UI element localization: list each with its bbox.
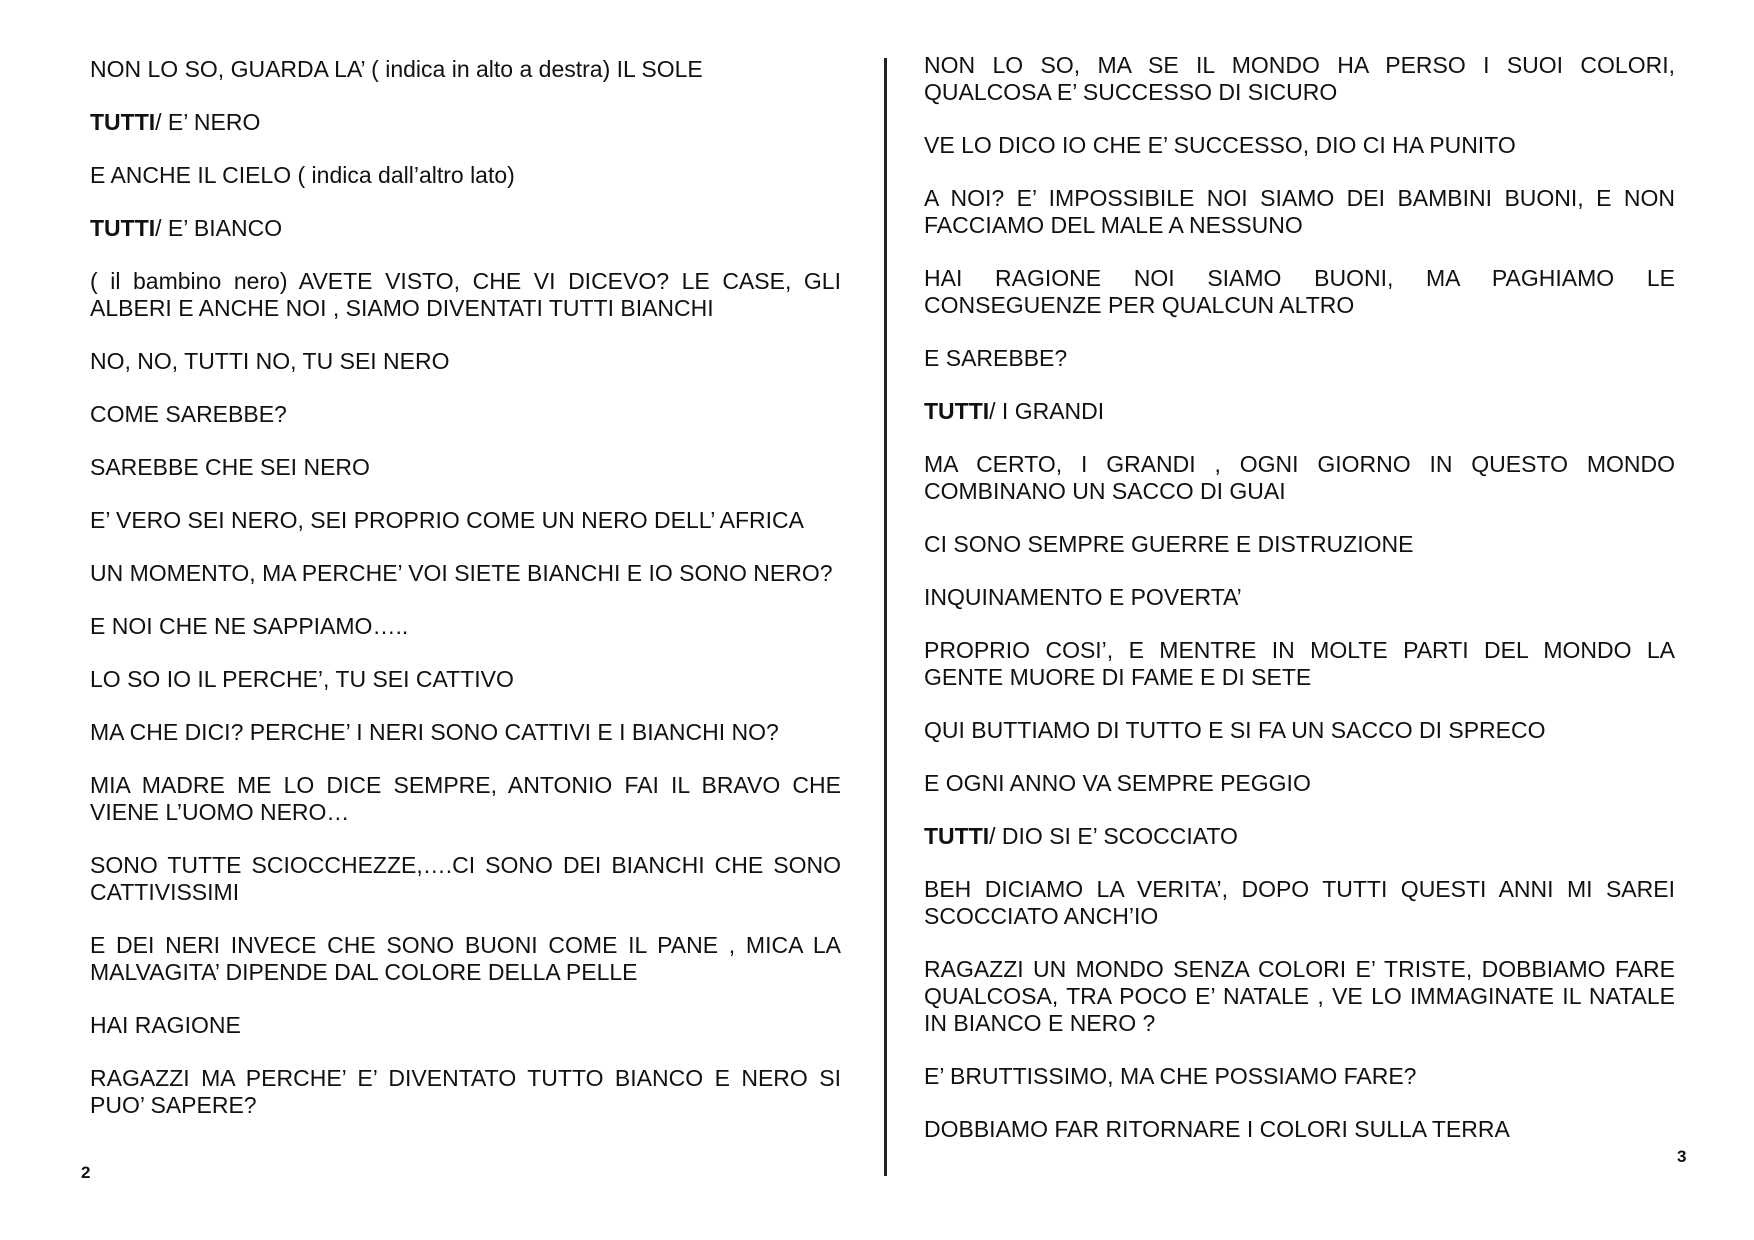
script-line — [90, 454, 841, 481]
script-line — [924, 584, 1675, 611]
script-line — [924, 637, 1675, 691]
page-number-right: 3 — [1677, 1147, 1687, 1166]
script-line — [924, 451, 1675, 505]
script-line — [90, 162, 841, 189]
speaker-name: TUTTI — [90, 215, 156, 241]
line-text: SAREBBE CHE SEI NERO — [90, 454, 370, 480]
script-line — [90, 852, 841, 906]
script-line — [924, 956, 1675, 1037]
page-number-left: 2 — [81, 1163, 91, 1182]
line-text: / I GRANDI — [989, 398, 1105, 424]
line-text: / E’ BIANCO — [155, 215, 283, 241]
left-page — [90, 56, 841, 1145]
line-text: E NOI CHE NE SAPPIAMO….. — [90, 613, 409, 639]
script-line — [924, 132, 1675, 159]
script-line — [924, 876, 1675, 930]
line-text: PROPRIO COSI’, E MENTRE IN MOLTE PARTI DEL MONDO LA GENTE MUORE DI FAME E DI SETE — [924, 637, 1675, 690]
line-text: LO SO IO IL PERCHE’, TU SEI CATTIVO — [90, 666, 514, 692]
line-text: A NOI? E’ IMPOSSIBILE NOI SIAMO DEI BAMBINI BUONI, E NON FACCIAMO DEL MALE A NESSUNO — [924, 185, 1675, 238]
script-line — [924, 52, 1675, 106]
line-text: NO, NO, TUTTI NO, TU SEI NERO — [90, 348, 450, 374]
script-line — [90, 1012, 841, 1039]
line-text: MA CHE DICI? PERCHE’ I NERI SONO CATTIVI E I BIANCHI NO? — [90, 719, 779, 745]
script-line — [924, 531, 1675, 558]
line-text: CI SONO SEMPRE GUERRE E DISTRUZIONE — [924, 531, 1414, 557]
script-line — [90, 109, 841, 136]
script-line — [90, 215, 841, 242]
script-line — [90, 613, 841, 640]
script-line — [924, 717, 1675, 744]
line-text: NON LO SO, MA SE IL MONDO HA PERSO I SUOI COLORI, QUALCOSA E’ SUCCESSO DI SICURO — [924, 52, 1675, 105]
line-text: BEH DICIAMO LA VERITA’, DOPO TUTTI QUESTI ANNI MI SAREI SCOCCIATO ANCH’IO — [924, 876, 1675, 929]
script-line — [90, 666, 841, 693]
line-text: VE LO DICO IO CHE E’ SUCCESSO, DIO CI HA PUNITO — [924, 132, 1516, 158]
script-line — [924, 398, 1675, 425]
script-line — [90, 719, 841, 746]
line-text: E DEI NERI INVECE CHE SONO BUONI COME IL PANE , MICA LA MALVAGITA’ DIPENDE DAL COLORE DELLA PELLE — [90, 932, 841, 985]
line-text: E OGNI ANNO VA SEMPRE PEGGIO — [924, 770, 1311, 796]
script-line — [924, 185, 1675, 239]
line-text: E’ BRUTTISSIMO, MA CHE POSSIAMO FARE? — [924, 1063, 1417, 1089]
speaker-name: TUTTI — [924, 823, 990, 849]
script-line — [924, 345, 1675, 372]
line-text: ( il bambino nero) AVETE VISTO, CHE VI DICEVO? LE CASE, GLI ALBERI E ANCHE NOI , SIAMO DIVENTATI TUTTI BIANCHI — [90, 268, 841, 321]
script-line — [90, 507, 841, 534]
line-text: NON LO SO, GUARDA LA’ ( indica in alto a destra) IL SOLE — [90, 56, 703, 82]
line-text: E ANCHE IL CIELO ( indica dall’altro lato) — [90, 162, 515, 188]
line-text: UN MOMENTO, MA PERCHE’ VOI SIETE BIANCHI E IO SONO NERO? — [90, 560, 833, 586]
line-text: HAI RAGIONE — [90, 1012, 241, 1038]
script-line — [924, 823, 1675, 850]
line-text: DOBBIAMO FAR RITORNARE I COLORI SULLA TERRA — [924, 1116, 1510, 1142]
line-text: E SAREBBE? — [924, 345, 1068, 371]
script-line — [90, 772, 841, 826]
line-text: E’ VERO SEI NERO, SEI PROPRIO COME UN NERO DELL’ AFRICA — [90, 507, 804, 533]
script-line — [90, 401, 841, 428]
speaker-name: TUTTI — [924, 398, 990, 424]
line-text: QUI BUTTIAMO DI TUTTO E SI FA UN SACCO DI SPRECO — [924, 717, 1546, 743]
line-text: RAGAZZI UN MONDO SENZA COLORI E’ TRISTE, DOBBIAMO FARE QUALCOSA, TRA POCO E’ NATALE , VE LO IMMAGINATE IL NATALE IN BIANCO E NERO ? — [924, 956, 1675, 1036]
script-line — [90, 932, 841, 986]
line-text: / DIO SI E’ SCOCCIATO — [989, 823, 1238, 849]
script-line — [924, 265, 1675, 319]
line-text: MIA MADRE ME LO DICE SEMPRE, ANTONIO FAI IL BRAVO CHE VIENE L’UOMO NERO… — [90, 772, 841, 825]
script-line — [90, 348, 841, 375]
script-line — [924, 1063, 1675, 1090]
page-divider — [884, 58, 887, 1176]
line-text: RAGAZZI MA PERCHE’ E’ DIVENTATO TUTTO BIANCO E NERO SI PUO’ SAPERE? — [90, 1065, 841, 1118]
speaker-name: TUTTI — [90, 109, 156, 135]
line-text: SONO TUTTE SCIOCCHEZZE,….CI SONO DEI BIANCHI CHE SONO CATTIVISSIMI — [90, 852, 841, 905]
script-line — [924, 1116, 1675, 1143]
line-text: / E’ NERO — [155, 109, 261, 135]
script-line — [90, 268, 841, 322]
script-line — [90, 56, 841, 83]
line-text: INQUINAMENTO E POVERTA’ — [924, 584, 1242, 610]
line-text: HAI RAGIONE NOI SIAMO BUONI, MA PAGHIAMO LE CONSEGUENZE PER QUALCUN ALTRO — [924, 265, 1675, 318]
script-line — [90, 560, 841, 587]
line-text: COME SAREBBE? — [90, 401, 287, 427]
line-text: MA CERTO, I GRANDI , OGNI GIORNO IN QUESTO MONDO COMBINANO UN SACCO DI GUAI — [924, 451, 1675, 504]
script-line — [924, 770, 1675, 797]
script-line — [90, 1065, 841, 1119]
right-page — [924, 52, 1675, 1169]
